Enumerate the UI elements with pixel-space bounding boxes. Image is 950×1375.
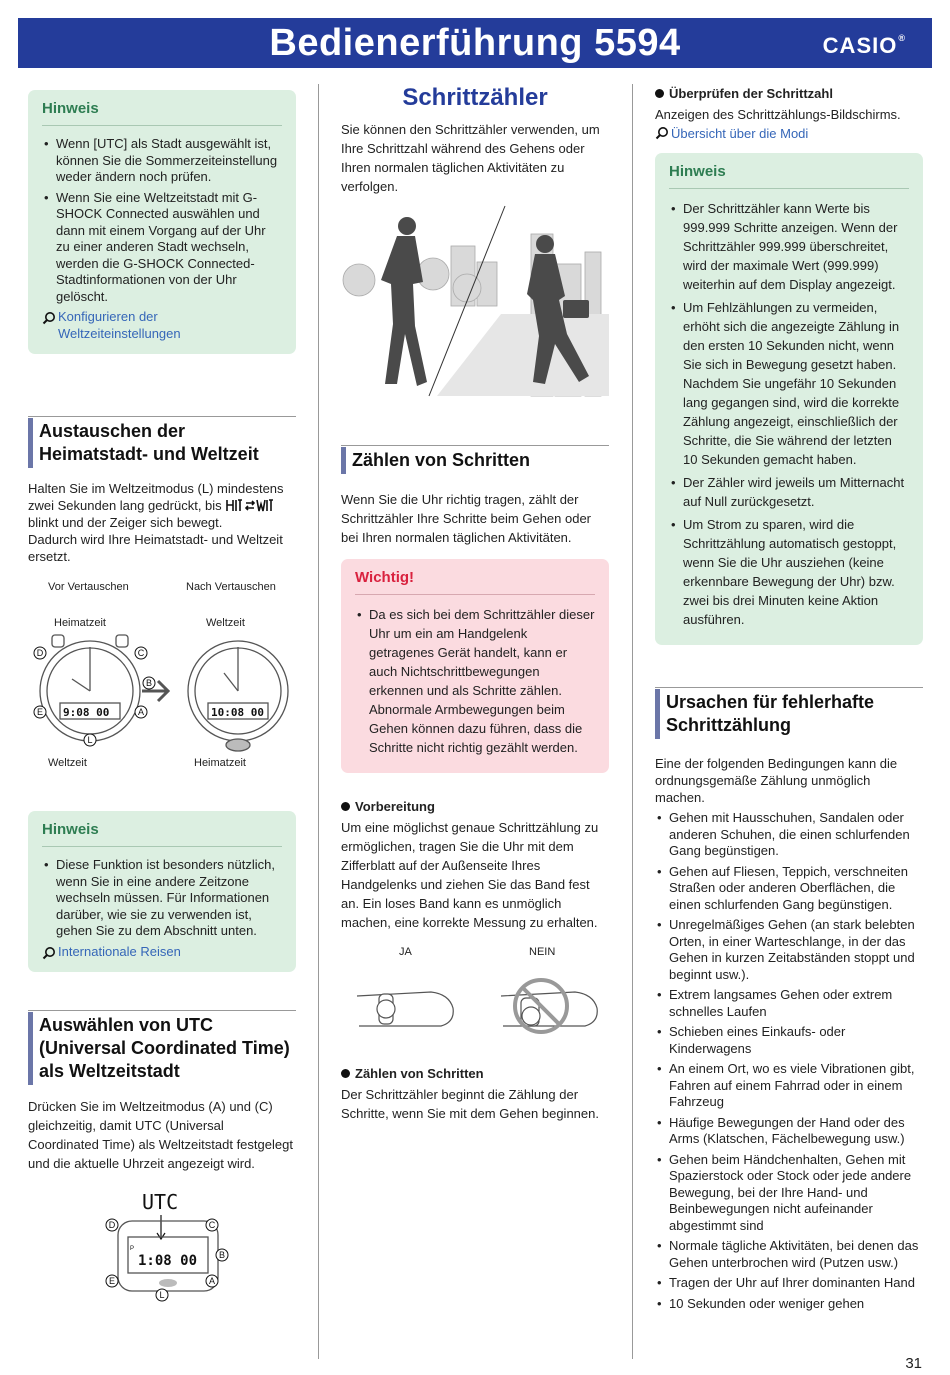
page-number: 31 <box>905 1355 922 1372</box>
svg-text:D: D <box>108 1220 116 1230</box>
note-title: Hinweis <box>42 821 282 847</box>
modes-overview-link[interactable]: Übersicht über die Modi <box>655 124 923 143</box>
pedometer-title: Schrittzähler <box>402 84 548 111</box>
column-divider <box>318 84 319 1359</box>
watch1-time: 9:08 00 <box>63 706 110 719</box>
list-item: • Tragen der Uhr auf Ihrer dominanten Hand <box>655 1275 923 1292</box>
magnifier-icon <box>42 311 56 325</box>
section-text: Drücken Sie im Weltzeitmodus (A) und (C) gleichzeitig, damit UTC (Universal Coordinated Time) als Weltzeitstadt festgelegt und die aktuelle Uhrzeit angezeigt wird. <box>28 1099 293 1171</box>
section-heading: Austauschen der Heimatstadt- und Weltzeit <box>28 416 296 468</box>
svg-text:C: C <box>137 648 145 658</box>
list-item: • Wenn Sie eine Weltzeitstadt mit G-SHOCK Connected auswählen und dann mit einem Vorgang auf der Uhr zu einer anderen Stadt wechseln, werden die G-SHOCK Connected-Stadtinformationen von der Uhr gelöscht. <box>42 190 282 306</box>
page-header <box>18 18 932 68</box>
utc-watch-illustration <box>104 1187 234 1303</box>
magnifier-icon <box>655 126 669 140</box>
svg-text:B: B <box>145 678 153 688</box>
column-2 <box>341 84 609 1123</box>
walking-illustration <box>341 204 609 398</box>
section-text: Wenn Sie die Uhr richtig tragen, zählt der Schrittzähler Ihre Schritte beim Gehen oder bei Ihren normalen täglichen Aktivitäten. <box>341 492 592 545</box>
section-heading: Zählen von Schritten <box>341 445 609 474</box>
svg-text:C: C <box>208 1220 216 1230</box>
list-item: • Gehen beim Händchenhalten, Gehen mit Spazierstock oder Stock oder jede andere Bewegung, bei der Ihre Hand- und Beinbewegungen nicht aufeinander abgestimmt sind <box>655 1152 923 1235</box>
svg-text:B: B <box>218 1250 226 1260</box>
check-title: Überprüfen der Schrittzahl <box>655 86 923 101</box>
list-item: • Schieben eines Einkaufs- oder Kinderwagens <box>655 1024 923 1057</box>
list-item: • Der Zähler wird jeweils um Mitternacht auf Null zurückgesetzt. <box>669 473 909 511</box>
world-time-settings-link[interactable]: Konfigurieren der Weltzeiteinstellungen <box>42 309 282 342</box>
svg-text:E: E <box>108 1276 116 1286</box>
figure-label: Weltzeit <box>48 757 87 769</box>
svg-text:L: L <box>159 1290 165 1300</box>
figure-label: Weltzeit <box>206 617 245 629</box>
wrist-illustration <box>341 964 609 1056</box>
figure-label: Heimatzeit <box>54 617 106 629</box>
important-title: Wichtig! <box>355 569 595 595</box>
column-divider <box>632 84 633 1359</box>
section-text: Eine der folgenden Bedingungen kann die ordnungsgemäße Zählung unmöglich machen. <box>655 756 898 805</box>
casio-logo: CASIO® <box>822 33 906 58</box>
preparation-title: Vorbereitung <box>341 799 609 814</box>
list-item: • Wenn [UTC] als Stadt ausgewählt ist, können Sie die Sommerzeiteinstellung weder ändern noch prüfen. <box>42 136 282 186</box>
list-item: • Der Schrittzähler kann Werte bis 999.999 Schritte anzeigen. Wenn der Schrittzähler 999.999 überschreitet, wird der maximale Wert (999.999) weiterhin auf dem Display angezeigt. <box>669 199 909 294</box>
list-item: • Normale tägliche Aktivitäten, bei denen das Gehen unterbrochen wird (Putzen usw.) <box>655 1238 923 1271</box>
note-title: Hinweis <box>42 100 282 126</box>
svg-text:L: L <box>87 735 93 745</box>
figure-label: JA <box>399 946 412 958</box>
watch-swap-illustration <box>28 631 296 755</box>
figure-label: Vor Vertauschen <box>48 581 129 593</box>
note-box <box>655 153 923 645</box>
list-item: • Diese Funktion ist besonders nützlich, wenn Sie in eine andere Zeitzone wechseln müssen. Für Informationen darüber, wie sie zu verwenden ist, gehen Sie zu dem Abschnitt unten. <box>42 857 282 940</box>
intro-text: Sie können den Schrittzähler verwenden, um Ihre Schrittzahl während des Gehens oder Ihren normalen täglichen Aktivitäten zu verfolgen. <box>341 122 600 194</box>
counting-text: Der Schrittzähler beginnt die Zählung der Schritte, wenn Sie mit dem Gehen beginnen. <box>341 1087 599 1121</box>
note-box <box>28 90 296 354</box>
figure-label: Nach Vertauschen <box>186 581 276 593</box>
svg-text:D: D <box>36 648 44 658</box>
list-item: • Da es sich bei dem Schrittzähler dieser Uhr um ein am Handgelenk getragenes Gerät handelt, kann er auch Nichtschrittbewegungen erkennen und als Schritte zählen. Abnormale Armbewegungen beim Gehen können dazu führen, dass die Schritte nicht richtig gezählt werden. <box>355 605 595 757</box>
list-item: • Häufige Bewegungen der Hand oder des Arms (Klatschen, Fächelbewegung usw.) <box>655 1115 923 1148</box>
svg-text:P: P <box>130 1246 135 1252</box>
international-travel-link[interactable]: Internationale Reisen <box>42 944 282 961</box>
section-heading: Auswählen von UTC (Universal Coordinated Time) als Weltzeitstadt <box>28 1010 296 1085</box>
section-heading: Ursachen für fehlerhafte Schrittzählung <box>655 687 923 739</box>
preparation-text: Um eine möglichst genaue Schrittzählung zu ermöglichen, tragen Sie die Uhr mit dem Zifferblatt auf der Außenseite Ihres Handgelenks und ziehen Sie das Band fest an. Ein loses Band kann es unmöglich machen, eine korrekte Messung zu erhalten. <box>341 820 599 930</box>
list-item: • Um Fehlzählungen zu vermeiden, erhöht sich die angezeigte Zählung in den ersten 10 Sekunden nicht, wenn Sie sich in Bewegung gesetzt haben. Nachdem Sie ungefähr 10 Sekunden lang gegangen sind, wird die korrekte Zählung angezeigt, einschließlich der Schritte, die Sie während der letzten 10 Sekunden gemacht haben. <box>669 298 909 469</box>
list-item: • Unregelmäßiges Gehen (an stark belebten Orten, in einer Warteschlange, in der das Gehen in kurzen Zeitabständen stoppt und beginnt usw.). <box>655 917 923 983</box>
list-item: • Extrem langsames Gehen oder extrem schnelles Laufen <box>655 987 923 1020</box>
page-title: Bedienerführung 5594 <box>269 22 681 64</box>
section-text: Halten Sie im Weltzeitmodus (L) mindestens zwei Sekunden lang gedrückt, bis blinkt und der Zeiger sich bewegt. Dadurch wird Ihre Heimatstadt- und Weltzeit ersetzt. <box>28 481 284 564</box>
list-item: • 10 Sekunden oder weniger gehen <box>655 1296 923 1313</box>
counting-title: Zählen von Schritten <box>341 1066 609 1081</box>
list-item: • Um Strom zu sparen, wird die Schrittzählung automatisch gestoppt, wenn Sie die Uhr ausziehen (keine erkennbare Bewegung der Uhr) bzw. zwei bis drei Minuten keine Aktion ausführen. <box>669 515 909 629</box>
magnifier-icon <box>42 946 56 960</box>
svg-text:A: A <box>137 707 145 717</box>
column-1 <box>28 84 296 1308</box>
wearing-figure <box>341 946 609 1058</box>
svg-text:E: E <box>36 707 44 717</box>
figure-label: Heimatzeit <box>194 757 246 769</box>
figure-label: NEIN <box>529 946 556 958</box>
column-3 <box>655 84 923 1316</box>
swap-figure <box>28 581 296 781</box>
note-title: Hinweis <box>669 163 909 189</box>
utc-label: UTC <box>142 1190 179 1214</box>
check-text: Anzeigen des Schrittzählungs-Bildschirms. <box>655 107 901 122</box>
swap-home-world-icon <box>225 499 273 512</box>
important-box <box>341 559 609 773</box>
watch2-time: 10:08 00 <box>211 706 264 719</box>
list-item: • An einem Ort, wo es viele Vibrationen gibt, Fahren auf einem Fahrrad oder in einem Fahrzeug <box>655 1061 923 1111</box>
list-item: • Gehen mit Hausschuhen, Sandalen oder anderen Schuhen, die einen schlurfenden Gang begünstigen. <box>655 810 923 860</box>
svg-text:A: A <box>208 1276 216 1286</box>
utc-time: 1:08 00 <box>138 1253 198 1269</box>
list-item: • Gehen auf Fliesen, Teppich, verschneiten Straßen oder anderen Oberflächen, die einen schlurfenden Gang begünstigen. <box>655 864 923 914</box>
note-box <box>28 811 296 972</box>
